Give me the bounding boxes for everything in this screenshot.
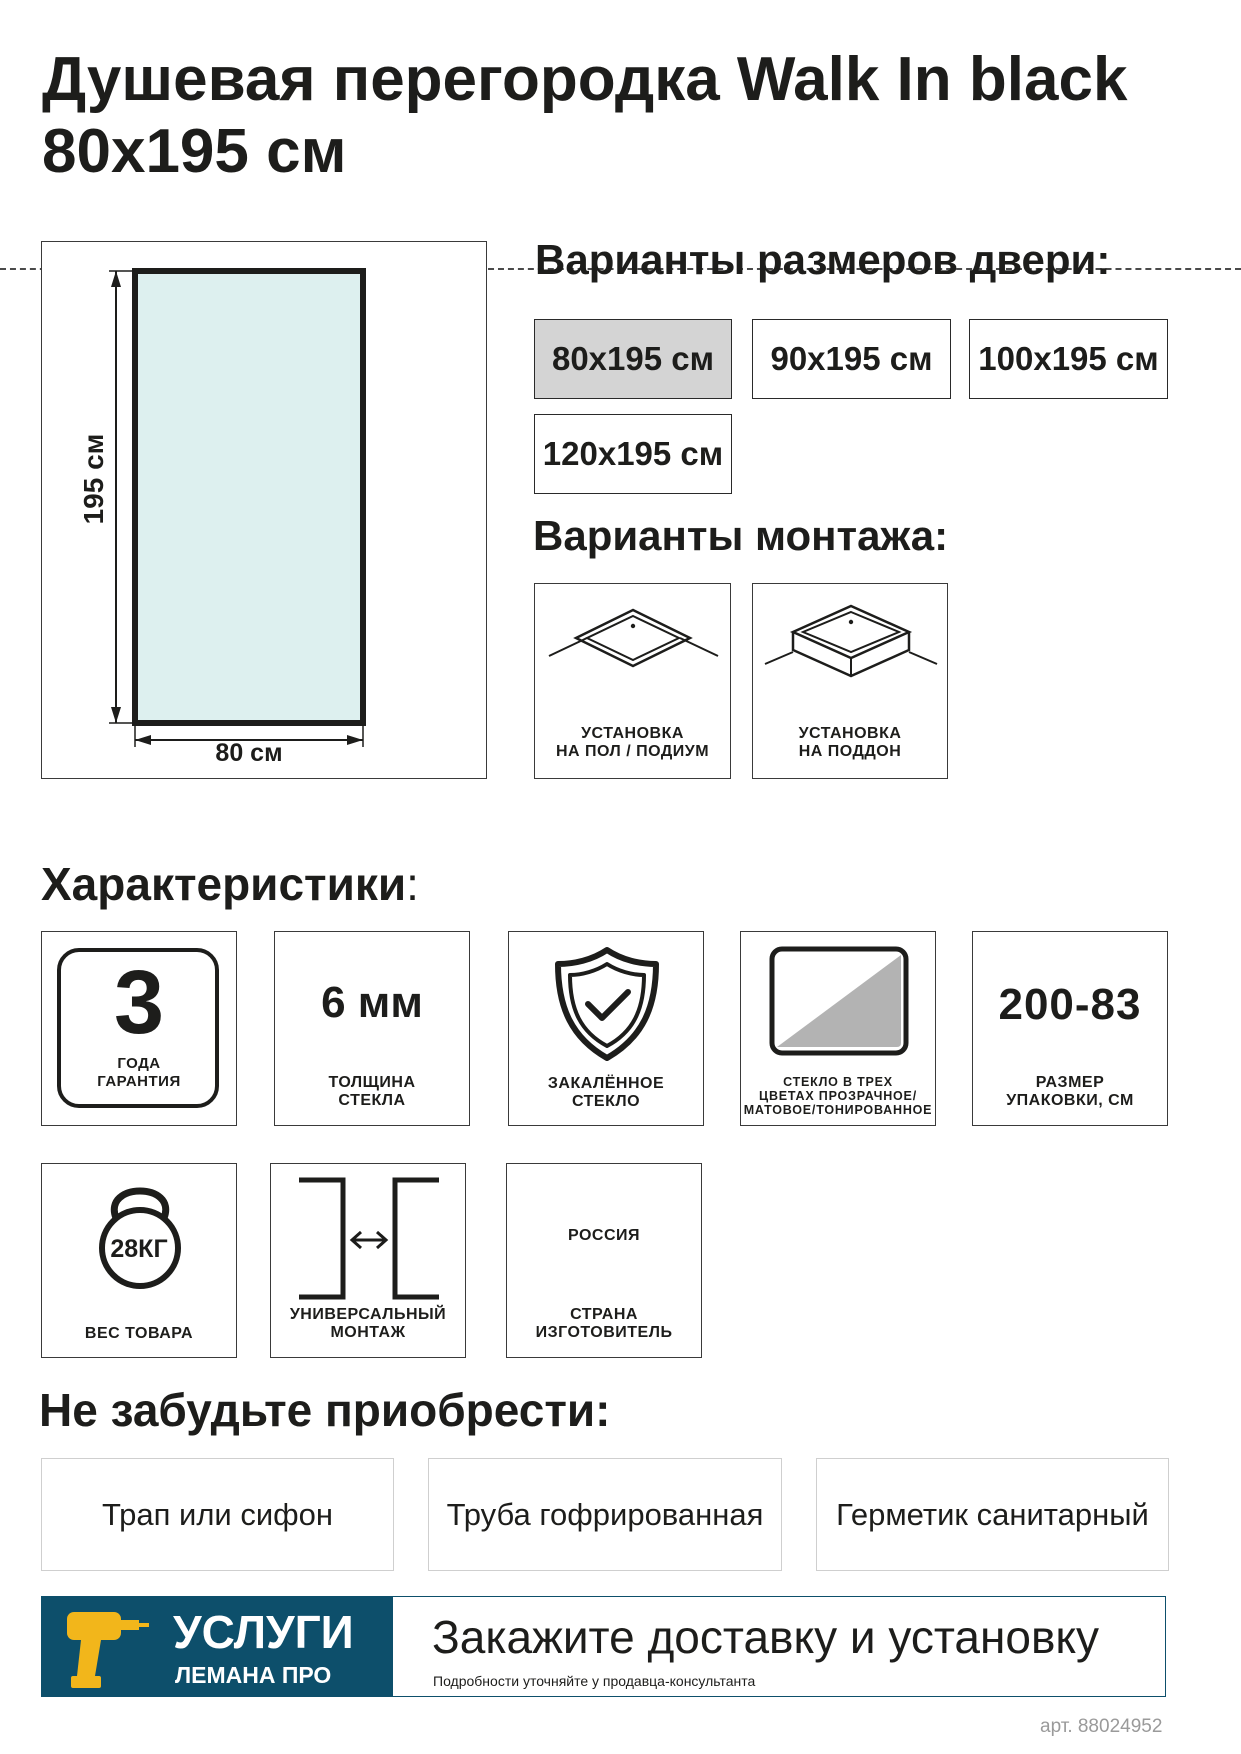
thickness-value: 6 мм bbox=[321, 978, 423, 1027]
width-arrow-left bbox=[135, 735, 151, 745]
buy-item-corrugated-pipe[interactable]: Труба гофрированная bbox=[428, 1458, 782, 1571]
height-arrow-top bbox=[111, 271, 121, 287]
weight-value: 28КГ bbox=[110, 1235, 168, 1263]
width-arrow-right bbox=[347, 735, 363, 745]
country-label: СТРАНА ИЗГОТОВИТЕЛЬ bbox=[535, 1306, 673, 1341]
buy-heading: Не забудьте приобрести: bbox=[39, 1384, 611, 1436]
page-title bbox=[42, 44, 1222, 188]
glass-colors-icon bbox=[769, 946, 909, 1058]
title-line-2: 80x195 см bbox=[42, 117, 347, 186]
weight-label: ВЕС ТОВАРА bbox=[84, 1325, 194, 1342]
universal-mount-label: УНИВЕРСАЛЬНЫЙ МОНТАЖ bbox=[289, 1306, 447, 1341]
mount-option-floor[interactable] bbox=[534, 583, 731, 779]
services-main-text: Закажите доставку и установку bbox=[432, 1611, 1100, 1663]
glass-colors-label: СТЕКЛО В ТРЕХ ЦВЕТАХ ПРОЗРАЧНОЕ/ МАТОВОЕ/ТОНИРОВАННОЕ bbox=[743, 1075, 933, 1117]
size-option-120x195[interactable]: 120x195 см bbox=[534, 414, 732, 494]
title-line-1: Душевая перегородка Walk In black bbox=[42, 45, 1128, 114]
buy-item-drain[interactable]: Трап или сифон bbox=[41, 1458, 394, 1571]
spec-glass-colors bbox=[740, 931, 936, 1126]
specs-heading: Характеристики: bbox=[41, 858, 419, 910]
floor-podium-icon bbox=[535, 592, 732, 702]
sizes-heading: Варианты размеров двери: bbox=[535, 236, 1111, 283]
package-size-label: РАЗМЕР УПАКОВКИ, СМ bbox=[1006, 1074, 1134, 1109]
height-label: 195 см bbox=[78, 433, 109, 525]
kettlebell-icon bbox=[90, 1178, 190, 1290]
size-option-80x195[interactable]: 80x195 см bbox=[534, 319, 732, 399]
services-subtitle: ЛЕМАНА ПРО bbox=[175, 1662, 332, 1688]
universal-mount-icon bbox=[289, 1176, 449, 1306]
drill-icon bbox=[63, 1606, 151, 1692]
spec-country bbox=[506, 1163, 702, 1358]
spec-package-size bbox=[972, 931, 1168, 1126]
warranty-label: ГОДА ГАРАНТИЯ bbox=[97, 1055, 181, 1090]
mount-tray-label: УСТАНОВКА НА ПОДДОН bbox=[798, 725, 902, 760]
spec-universal-mount bbox=[270, 1163, 466, 1358]
glass-panel bbox=[135, 271, 363, 723]
height-arrow-bottom bbox=[111, 707, 121, 723]
size-option-90x195[interactable]: 90x195 см bbox=[752, 319, 951, 399]
article-number: арт. 88024952 bbox=[1040, 1716, 1163, 1737]
services-note: Подробности уточняйте у продавца-консультанта bbox=[433, 1673, 756, 1689]
shield-check-icon bbox=[552, 946, 662, 1066]
spec-thickness bbox=[274, 931, 470, 1126]
spec-tempered bbox=[508, 931, 704, 1126]
warranty-years: 3 bbox=[113, 953, 165, 1053]
spec-warranty bbox=[41, 931, 237, 1126]
width-label: 80 см bbox=[215, 739, 283, 767]
spec-weight bbox=[41, 1163, 237, 1358]
services-cta[interactable] bbox=[393, 1596, 1166, 1697]
mounting-heading: Варианты монтажа: bbox=[533, 512, 949, 559]
mount-option-tray[interactable] bbox=[752, 583, 948, 779]
shower-tray-icon bbox=[753, 592, 949, 702]
services-banner[interactable] bbox=[41, 1596, 393, 1697]
tempered-label: ЗАКАЛЁННОЕ СТЕКЛО bbox=[547, 1075, 665, 1110]
mount-floor-label: УСТАНОВКА НА ПОЛ / ПОДИУМ bbox=[555, 725, 710, 760]
thickness-label: ТОЛЩИНА СТЕКЛА bbox=[328, 1074, 416, 1109]
services-title: УСЛУГИ bbox=[173, 1606, 354, 1658]
door-diagram bbox=[41, 241, 487, 779]
package-size-value: 200-83 bbox=[998, 980, 1142, 1029]
country-value: РОССИЯ bbox=[567, 1227, 640, 1244]
buy-item-sealant[interactable]: Герметик санитарный bbox=[816, 1458, 1169, 1571]
size-option-100x195[interactable]: 100x195 см bbox=[969, 319, 1168, 399]
